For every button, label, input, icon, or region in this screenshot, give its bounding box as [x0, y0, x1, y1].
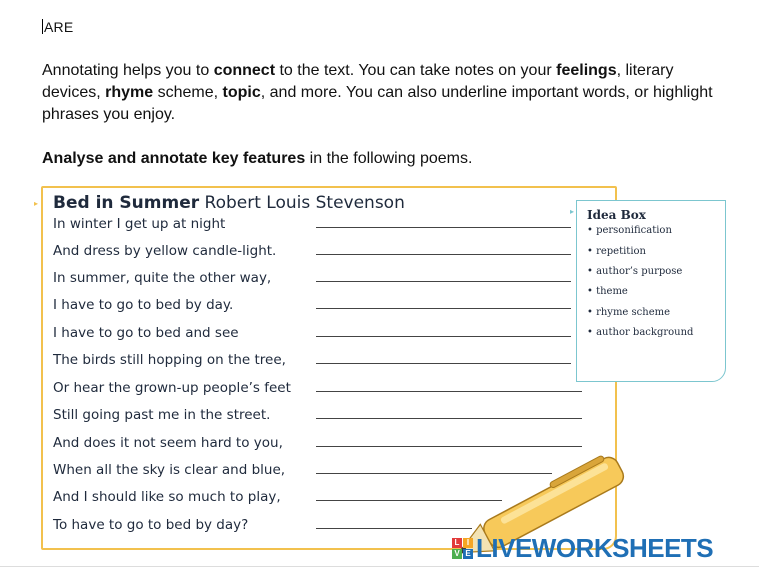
poem-line: The birds still hopping on the tree, — [53, 352, 286, 368]
intro-text-5: , and more. You can also underline important words, or highlight phrases you enjoy. — [42, 84, 713, 123]
intro-paragraph — [42, 60, 732, 126]
idea-item: • rhyme scheme — [587, 307, 671, 318]
poem-line: And does it not seem hard to you, — [53, 435, 283, 451]
answer-line[interactable] — [316, 418, 582, 419]
intro-bold-connect: connect — [213, 62, 276, 79]
poem-line: I have to go to bed and see — [53, 325, 239, 341]
intro-text-4: scheme, — [153, 84, 223, 101]
poem-line: In winter I get up at night — [53, 216, 226, 232]
intro-text-2: to the text. You can take notes on your — [275, 62, 557, 79]
answer-line[interactable] — [316, 308, 571, 309]
answer-line[interactable] — [316, 391, 582, 392]
header-label: ARE — [44, 19, 74, 35]
answer-line[interactable] — [316, 363, 571, 364]
poem-line: I have to go to bed by day. — [53, 297, 234, 313]
instruction-bold: Analyse and annotate key features — [42, 150, 306, 167]
marker-right-icon: ▸ — [570, 207, 575, 216]
intro-text-3: , literary devices, — [42, 62, 674, 101]
logo-text: LIVEWORKSHEETS — [476, 532, 714, 563]
idea-item: • author’s purpose — [587, 266, 683, 277]
poem-line: Or hear the grown-up people’s feet — [53, 380, 291, 396]
liveworksheets-logo — [452, 534, 713, 562]
intro-bold-rhyme: rhyme — [105, 84, 154, 101]
idea-box — [576, 200, 726, 382]
answer-line[interactable] — [316, 254, 571, 255]
idea-box-title: Idea Box — [587, 208, 646, 222]
logo-blocks-icon — [452, 538, 473, 559]
intro-bold-topic: topic — [222, 84, 261, 101]
poem-title — [53, 193, 405, 213]
poem-line: And dress by yellow candle-light. — [53, 243, 277, 259]
answer-line[interactable] — [316, 227, 571, 228]
idea-item: • repetition — [587, 246, 646, 257]
logo-letter: V — [452, 549, 462, 559]
poem-line: In summer, quite the other way, — [53, 270, 272, 286]
marker-left-icon: ▸ — [34, 199, 39, 208]
answer-line[interactable] — [316, 281, 571, 282]
poem-author: Robert Louis Stevenson — [204, 193, 405, 213]
poem-line: To have to go to bed by day? — [53, 517, 249, 533]
bottom-divider — [0, 566, 759, 567]
answer-line[interactable] — [316, 336, 571, 337]
intro-bold-feelings: feelings — [556, 62, 617, 79]
idea-item: • author background — [587, 327, 694, 338]
header-text — [42, 19, 73, 35]
poem-line: Still going past me in the street. — [53, 407, 271, 423]
idea-item: • theme — [587, 286, 628, 297]
instruction — [42, 148, 472, 170]
logo-letter: L — [452, 538, 462, 548]
poem-line: When all the sky is clear and blue, — [53, 462, 286, 478]
answer-line[interactable] — [316, 446, 582, 447]
poem-line: And I should like so much to play, — [53, 489, 281, 505]
instruction-rest: in the following poems. — [305, 150, 473, 167]
poem-title-text: Bed in Summer — [53, 193, 200, 213]
intro-text-1: Annotating helps you to — [42, 62, 214, 79]
logo-letter: I — [463, 538, 473, 548]
logo-letter: E — [463, 549, 473, 559]
text-cursor — [42, 19, 43, 34]
idea-item: • personification — [587, 225, 672, 236]
